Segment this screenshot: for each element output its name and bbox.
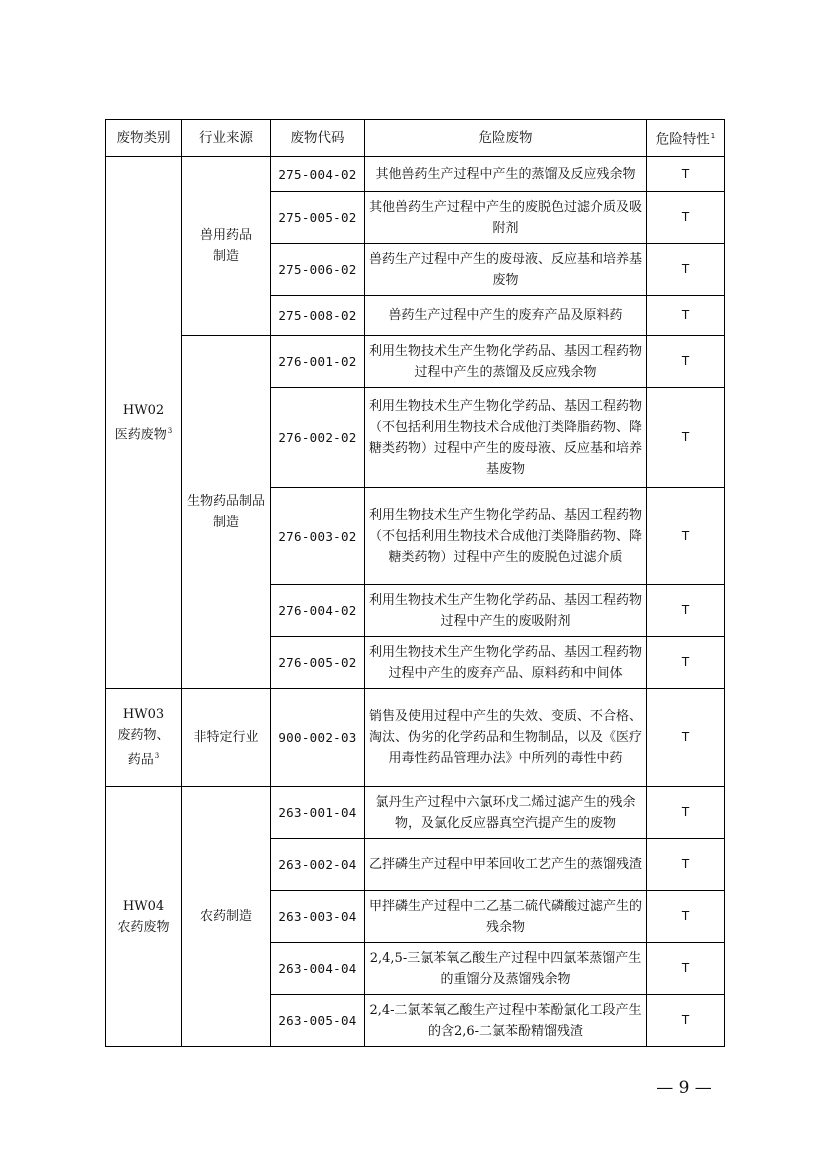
- waste-code: 275-006-02: [271, 244, 365, 296]
- waste-code: 275-004-02: [271, 157, 365, 192]
- waste-code: 276-004-02: [271, 585, 365, 637]
- waste-code: 263-002-04: [271, 839, 365, 891]
- table-row: [106, 787, 725, 839]
- waste-code: 263-005-04: [271, 995, 365, 1047]
- waste-description: 兽药生产过程中产生的废弃产品及原料药: [365, 296, 647, 336]
- waste-description: 利用生物技术生产生物化学药品、基因工程药物过程中产生的蒸馏及反应残余物: [365, 336, 647, 388]
- page-number: — 9 —: [656, 1078, 712, 1098]
- waste-description: 兽药生产过程中产生的废母液、反应基和培养基废物: [365, 244, 647, 296]
- waste-code: 900-002-03: [271, 689, 365, 787]
- hazard-property: T: [647, 995, 725, 1047]
- hazard-property: T: [647, 157, 725, 192]
- waste-description: 利用生物技术生产生物化学药品、基因工程药物过程中产生的废弃产品、原料药和中间体: [365, 637, 647, 689]
- category-name: 医药废物: [114, 427, 167, 443]
- waste-code: 275-008-02: [271, 296, 365, 336]
- hazard-property: T: [647, 192, 725, 244]
- source-cell-bio: [182, 336, 271, 689]
- category-code: HW03: [122, 707, 165, 723]
- hazard-property: T: [647, 689, 725, 787]
- waste-description: 乙拌磷生产过程中甲苯回收工艺产生的蒸馏残渣: [365, 839, 647, 891]
- hazard-property: T: [647, 244, 725, 296]
- source-line: 兽用药品: [199, 228, 252, 243]
- hazard-property: T: [647, 388, 725, 488]
- source-line: 生物药品制品: [186, 494, 265, 509]
- table-row: [106, 689, 725, 787]
- category-code: HW02: [122, 402, 165, 418]
- header-code: 废物代码: [271, 120, 365, 157]
- hazard-property: T: [647, 787, 725, 839]
- source-cell-nonspecific: 非特定行业: [182, 689, 271, 787]
- waste-code: 275-005-02: [271, 192, 365, 244]
- waste-description: 其他兽药生产过程中产生的废脱色过滤介质及吸附剂: [365, 192, 647, 244]
- hazard-property: T: [647, 839, 725, 891]
- header-property-label: 危险特性: [655, 131, 710, 148]
- hazard-property: T: [647, 891, 725, 943]
- category-name-line: 废药物、: [117, 728, 170, 744]
- waste-description: 氯丹生产过程中六氯环戊二烯过滤产生的残余物，及氯化反应器真空汽提产生的废物: [365, 787, 647, 839]
- waste-description: 其他兽药生产过程中产生的蒸馏及反应残余物: [365, 157, 647, 192]
- category-cell-hw03: [106, 689, 182, 787]
- waste-description: 利用生物技术生产生物化学药品、基因工程药物（不包括利用生物技术合成他汀类降脂药物、降糖类药物）过程中产生的废脱色过滤介质: [365, 488, 647, 585]
- table-row: [106, 157, 725, 192]
- waste-code: 276-003-02: [271, 488, 365, 585]
- waste-description: 2,4-二氯苯氧乙酸生产过程中苯酚氯化工段产生的含2,6-二氯苯酚精馏残渣: [365, 995, 647, 1047]
- category-name: 农药废物: [117, 919, 170, 935]
- hazard-property: T: [647, 943, 725, 995]
- header-category: 废物类别: [106, 120, 182, 157]
- hazard-property: T: [647, 488, 725, 585]
- hazard-property: T: [647, 637, 725, 689]
- category-code: HW04: [122, 898, 165, 914]
- category-cell-hw02: [106, 157, 182, 689]
- waste-description: 利用生物技术生产生物化学药品、基因工程药物过程中产生的废吸附剂: [365, 585, 647, 637]
- header-property: [647, 120, 725, 157]
- category-cell-hw04: [106, 787, 182, 1047]
- waste-code: 276-001-02: [271, 336, 365, 388]
- hazard-property: T: [647, 296, 725, 336]
- table-row: [106, 336, 725, 388]
- header-source: 行业来源: [182, 120, 271, 157]
- footnote-marker: 1: [710, 131, 716, 140]
- header-waste: 危险废物: [365, 120, 647, 157]
- hazard-property: T: [647, 336, 725, 388]
- source-line: 制造: [212, 515, 239, 530]
- waste-code: 263-003-04: [271, 891, 365, 943]
- source-cell-vet: [182, 157, 271, 336]
- waste-code: 263-004-04: [271, 943, 365, 995]
- waste-description: 甲拌磷生产过程中二乙基二硫代磷酸过滤产生的残余物: [365, 891, 647, 943]
- waste-description: 销售及使用过程中产生的失效、变质、不合格、淘汰、伪劣的化学药品和生物制品，以及《医疗用毒性药品管理办法》中所列的毒性中药: [365, 689, 647, 787]
- source-line: 制造: [212, 249, 239, 264]
- waste-description: 利用生物技术生产生物化学药品、基因工程药物（不包括利用生物技术合成他汀类降脂药物、降糖类药物）过程中产生的废母液、反应基和培养基废物: [365, 388, 647, 488]
- waste-description: 2,4,5-三氯苯氧乙酸生产过程中四氯苯蒸馏产生的重馏分及蒸馏残余物: [365, 943, 647, 995]
- waste-code: 263-001-04: [271, 787, 365, 839]
- source-cell-pesticide: 农药制造: [182, 787, 271, 1047]
- waste-code: 276-002-02: [271, 388, 365, 488]
- waste-code: 276-005-02: [271, 637, 365, 689]
- footnote-marker: 3: [154, 752, 160, 761]
- category-name-line: 药品: [127, 752, 154, 768]
- footnote-marker: 3: [167, 426, 173, 435]
- table-header-row: [106, 120, 725, 157]
- hazard-property: T: [647, 585, 725, 637]
- hazardous-waste-table: [105, 119, 725, 1047]
